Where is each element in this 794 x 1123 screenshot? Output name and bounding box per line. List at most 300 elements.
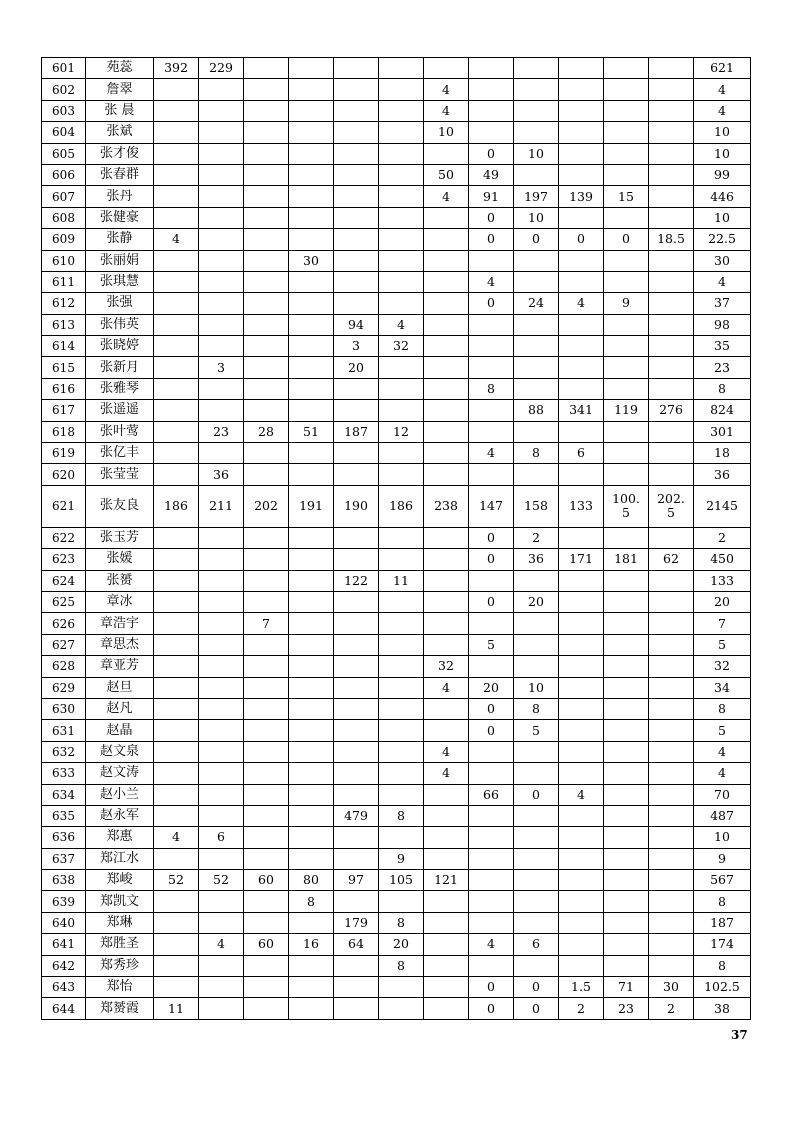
value-cell: 0 [469, 207, 514, 228]
value-cell [199, 549, 244, 570]
value-cell [379, 634, 424, 655]
table-row [42, 527, 751, 548]
value-cell: 6 [199, 827, 244, 848]
name-cell: 郑胜圣 [86, 934, 154, 955]
value-cell: 105 [379, 870, 424, 891]
value-cell [379, 250, 424, 271]
value-cell: 91 [469, 186, 514, 207]
value-cell: 133 [559, 485, 604, 527]
value-cell [424, 207, 469, 228]
value-cell [244, 634, 289, 655]
value-cell [244, 464, 289, 485]
value-cell [244, 357, 289, 378]
value-cell [154, 207, 199, 228]
value-cell [334, 527, 379, 548]
value-cell [604, 570, 649, 591]
table-row [42, 591, 751, 612]
value-cell [289, 656, 334, 677]
total-cell: 10 [694, 122, 751, 143]
value-cell [289, 186, 334, 207]
donation-table [41, 57, 751, 1020]
value-cell [199, 527, 244, 548]
table-row [42, 421, 751, 442]
value-cell [199, 763, 244, 784]
value-cell [244, 977, 289, 998]
value-cell [604, 698, 649, 719]
name-cell: 张晓婷 [86, 336, 154, 357]
table-row [42, 912, 751, 933]
value-cell: 4 [424, 741, 469, 762]
value-cell [199, 229, 244, 250]
value-cell [604, 677, 649, 698]
value-cell [289, 527, 334, 548]
value-cell [469, 827, 514, 848]
value-cell [244, 891, 289, 912]
name-cell: 张赟 [86, 570, 154, 591]
value-cell [199, 314, 244, 335]
value-cell: 50 [424, 164, 469, 185]
value-cell: 7 [244, 613, 289, 634]
value-cell [424, 891, 469, 912]
value-cell [334, 848, 379, 869]
value-cell [559, 656, 604, 677]
value-cell [199, 784, 244, 805]
table-row [42, 250, 751, 271]
value-cell [514, 421, 559, 442]
table-row [42, 891, 751, 912]
value-cell [469, 314, 514, 335]
value-cell: 23 [199, 421, 244, 442]
name-cell: 苑蕊 [86, 58, 154, 79]
row-number-cell: 640 [42, 912, 86, 933]
value-cell [154, 591, 199, 612]
total-cell: 4 [694, 741, 751, 762]
value-cell [424, 250, 469, 271]
name-cell: 张琪慧 [86, 271, 154, 292]
value-cell [334, 58, 379, 79]
value-cell [649, 827, 694, 848]
value-cell [604, 741, 649, 762]
table-row [42, 784, 751, 805]
value-cell [649, 720, 694, 741]
total-cell: 98 [694, 314, 751, 335]
value-cell: 60 [244, 934, 289, 955]
value-cell [559, 207, 604, 228]
value-cell [244, 527, 289, 548]
value-cell: 8 [289, 891, 334, 912]
value-cell [604, 527, 649, 548]
value-cell [334, 891, 379, 912]
value-cell [424, 400, 469, 421]
value-cell [559, 827, 604, 848]
value-cell [424, 955, 469, 976]
value-cell [154, 79, 199, 100]
total-cell: 4 [694, 271, 751, 292]
value-cell [289, 741, 334, 762]
value-cell [649, 591, 694, 612]
value-cell [424, 549, 469, 570]
value-cell [199, 591, 244, 612]
name-cell: 张友良 [86, 485, 154, 527]
value-cell [154, 741, 199, 762]
name-cell: 郑惠 [86, 827, 154, 848]
value-cell [199, 122, 244, 143]
value-cell [334, 186, 379, 207]
value-cell [514, 314, 559, 335]
table-row [42, 186, 751, 207]
table-row [42, 271, 751, 292]
value-cell [244, 998, 289, 1019]
total-cell: 5 [694, 720, 751, 741]
total-cell: 8 [694, 955, 751, 976]
row-number-cell: 616 [42, 378, 86, 399]
value-cell [199, 891, 244, 912]
total-cell: 70 [694, 784, 751, 805]
value-cell [649, 207, 694, 228]
value-cell [244, 677, 289, 698]
value-cell [514, 827, 559, 848]
value-cell: 51 [289, 421, 334, 442]
total-cell: 2 [694, 527, 751, 548]
table-row [42, 827, 751, 848]
value-cell [604, 314, 649, 335]
value-cell [154, 613, 199, 634]
row-number-cell: 643 [42, 977, 86, 998]
row-number-cell: 622 [42, 527, 86, 548]
value-cell [289, 143, 334, 164]
value-cell [649, 805, 694, 826]
table-row [42, 848, 751, 869]
value-cell [424, 443, 469, 464]
total-cell: 32 [694, 656, 751, 677]
value-cell [154, 336, 199, 357]
value-cell [379, 100, 424, 121]
value-cell [469, 955, 514, 976]
value-cell [469, 613, 514, 634]
value-cell [559, 848, 604, 869]
value-cell [514, 870, 559, 891]
value-cell: 6 [559, 443, 604, 464]
value-cell [334, 720, 379, 741]
value-cell [334, 164, 379, 185]
name-cell: 张叶莺 [86, 421, 154, 442]
value-cell [604, 955, 649, 976]
value-cell [154, 763, 199, 784]
value-cell [514, 122, 559, 143]
value-cell [199, 100, 244, 121]
value-cell [199, 143, 244, 164]
value-cell [289, 400, 334, 421]
value-cell [514, 100, 559, 121]
value-cell [199, 186, 244, 207]
value-cell [154, 378, 199, 399]
value-cell: 202 [244, 485, 289, 527]
table-row [42, 613, 751, 634]
value-cell [154, 250, 199, 271]
value-cell [154, 955, 199, 976]
table-row [42, 164, 751, 185]
value-cell [199, 293, 244, 314]
value-cell: 20 [469, 677, 514, 698]
value-cell: 30 [649, 977, 694, 998]
value-cell [244, 207, 289, 228]
value-cell [559, 164, 604, 185]
value-cell: 52 [199, 870, 244, 891]
value-cell [154, 891, 199, 912]
value-cell [244, 955, 289, 976]
total-cell: 8 [694, 698, 751, 719]
value-cell [199, 164, 244, 185]
value-cell [334, 271, 379, 292]
value-cell [649, 784, 694, 805]
row-number-cell: 602 [42, 79, 86, 100]
value-cell [649, 293, 694, 314]
total-cell: 10 [694, 827, 751, 848]
value-cell [604, 100, 649, 121]
value-cell: 8 [469, 378, 514, 399]
value-cell [424, 58, 469, 79]
value-cell [154, 634, 199, 655]
value-cell [604, 336, 649, 357]
value-cell [379, 186, 424, 207]
value-cell [154, 143, 199, 164]
name-cell: 赵凡 [86, 698, 154, 719]
value-cell [154, 784, 199, 805]
value-cell [289, 998, 334, 1019]
value-cell [649, 250, 694, 271]
value-cell [469, 912, 514, 933]
value-cell [199, 79, 244, 100]
value-cell [649, 677, 694, 698]
table-row [42, 464, 751, 485]
value-cell [244, 186, 289, 207]
table-row [42, 955, 751, 976]
value-cell [289, 912, 334, 933]
value-cell [199, 570, 244, 591]
table-row [42, 378, 751, 399]
name-cell: 郑凯文 [86, 891, 154, 912]
row-number-cell: 608 [42, 207, 86, 228]
value-cell [244, 720, 289, 741]
value-cell [559, 912, 604, 933]
value-cell [154, 934, 199, 955]
value-cell [559, 634, 604, 655]
value-cell [424, 998, 469, 1019]
value-cell [244, 591, 289, 612]
value-cell [559, 870, 604, 891]
value-cell: 80 [289, 870, 334, 891]
total-cell: 5 [694, 634, 751, 655]
value-cell [379, 656, 424, 677]
value-cell [244, 143, 289, 164]
value-cell [424, 421, 469, 442]
total-cell: 824 [694, 400, 751, 421]
value-cell [379, 229, 424, 250]
value-cell [559, 464, 604, 485]
value-cell [649, 79, 694, 100]
value-cell [154, 443, 199, 464]
value-cell [424, 314, 469, 335]
total-cell: 102.5 [694, 977, 751, 998]
name-cell: 张新月 [86, 357, 154, 378]
value-cell: 0 [559, 229, 604, 250]
value-cell [199, 955, 244, 976]
total-cell: 99 [694, 164, 751, 185]
value-cell: 30 [289, 250, 334, 271]
value-cell [559, 613, 604, 634]
name-cell: 詹翠 [86, 79, 154, 100]
value-cell [424, 720, 469, 741]
value-cell [334, 955, 379, 976]
value-cell [334, 827, 379, 848]
value-cell [379, 698, 424, 719]
value-cell [199, 741, 244, 762]
value-cell: 0 [469, 998, 514, 1019]
value-cell [559, 314, 604, 335]
value-cell [154, 314, 199, 335]
value-cell [469, 100, 514, 121]
value-cell: 119 [604, 400, 649, 421]
value-cell: 4 [154, 229, 199, 250]
name-cell: 赵小兰 [86, 784, 154, 805]
value-cell: 36 [199, 464, 244, 485]
value-cell [379, 720, 424, 741]
value-cell [244, 79, 289, 100]
table-row [42, 443, 751, 464]
name-cell: 赵旦 [86, 677, 154, 698]
value-cell [649, 186, 694, 207]
value-cell [379, 591, 424, 612]
table-row [42, 143, 751, 164]
value-cell: 5 [514, 720, 559, 741]
value-cell [199, 698, 244, 719]
value-cell: 139 [559, 186, 604, 207]
name-cell: 张春群 [86, 164, 154, 185]
row-number-cell: 641 [42, 934, 86, 955]
value-cell [604, 656, 649, 677]
value-cell: 3 [334, 336, 379, 357]
value-cell [244, 293, 289, 314]
value-cell [604, 378, 649, 399]
value-cell [424, 634, 469, 655]
value-cell [469, 421, 514, 442]
value-cell [424, 698, 469, 719]
name-cell: 张伟英 [86, 314, 154, 335]
value-cell [604, 421, 649, 442]
value-cell [514, 848, 559, 869]
row-number-cell: 617 [42, 400, 86, 421]
value-cell [514, 464, 559, 485]
value-cell [244, 164, 289, 185]
value-cell: 4 [199, 934, 244, 955]
value-cell [244, 848, 289, 869]
value-cell [289, 443, 334, 464]
table-row [42, 58, 751, 79]
value-cell: 66 [469, 784, 514, 805]
value-cell: 88 [514, 400, 559, 421]
value-cell [604, 207, 649, 228]
value-cell [469, 336, 514, 357]
value-cell: 179 [334, 912, 379, 933]
value-cell [559, 763, 604, 784]
value-cell [154, 848, 199, 869]
row-number-cell: 637 [42, 848, 86, 869]
value-cell: 190 [334, 485, 379, 527]
row-number-cell: 625 [42, 591, 86, 612]
value-cell: 0 [469, 229, 514, 250]
value-cell: 23 [604, 998, 649, 1019]
value-cell [559, 677, 604, 698]
value-cell [559, 357, 604, 378]
value-cell: 0 [469, 720, 514, 741]
value-cell: 18.5 [649, 229, 694, 250]
value-cell [244, 336, 289, 357]
value-cell [379, 677, 424, 698]
value-cell [424, 293, 469, 314]
value-cell [469, 656, 514, 677]
value-cell [154, 357, 199, 378]
row-number-cell: 629 [42, 677, 86, 698]
value-cell: 341 [559, 400, 604, 421]
value-cell [514, 570, 559, 591]
value-cell [424, 378, 469, 399]
name-cell: 章浩宇 [86, 613, 154, 634]
value-cell [199, 656, 244, 677]
value-cell [244, 314, 289, 335]
value-cell [154, 656, 199, 677]
value-cell [649, 357, 694, 378]
name-cell: 郑江水 [86, 848, 154, 869]
total-cell: 22.5 [694, 229, 751, 250]
value-cell [424, 827, 469, 848]
value-cell [289, 357, 334, 378]
value-cell [334, 443, 379, 464]
value-cell [514, 357, 559, 378]
value-cell [154, 977, 199, 998]
value-cell: 52 [154, 870, 199, 891]
value-cell [559, 955, 604, 976]
value-cell [379, 164, 424, 185]
value-cell [514, 613, 559, 634]
value-cell [514, 378, 559, 399]
name-cell: 张亿丰 [86, 443, 154, 464]
total-cell: 10 [694, 143, 751, 164]
value-cell: 238 [424, 485, 469, 527]
value-cell [289, 378, 334, 399]
row-number-cell: 639 [42, 891, 86, 912]
value-cell [289, 955, 334, 976]
value-cell [334, 698, 379, 719]
value-cell: 71 [604, 977, 649, 998]
value-cell [649, 955, 694, 976]
value-cell: 0 [604, 229, 649, 250]
value-cell: 9 [379, 848, 424, 869]
value-cell: 186 [154, 485, 199, 527]
value-cell [649, 464, 694, 485]
value-cell [289, 314, 334, 335]
value-cell [154, 527, 199, 548]
row-number-cell: 601 [42, 58, 86, 79]
row-number-cell: 605 [42, 143, 86, 164]
value-cell: 122 [334, 570, 379, 591]
value-cell [334, 613, 379, 634]
row-number-cell: 644 [42, 998, 86, 1019]
row-number-cell: 620 [42, 464, 86, 485]
table-row [42, 720, 751, 741]
value-cell [379, 400, 424, 421]
total-cell: 133 [694, 570, 751, 591]
value-cell [469, 250, 514, 271]
